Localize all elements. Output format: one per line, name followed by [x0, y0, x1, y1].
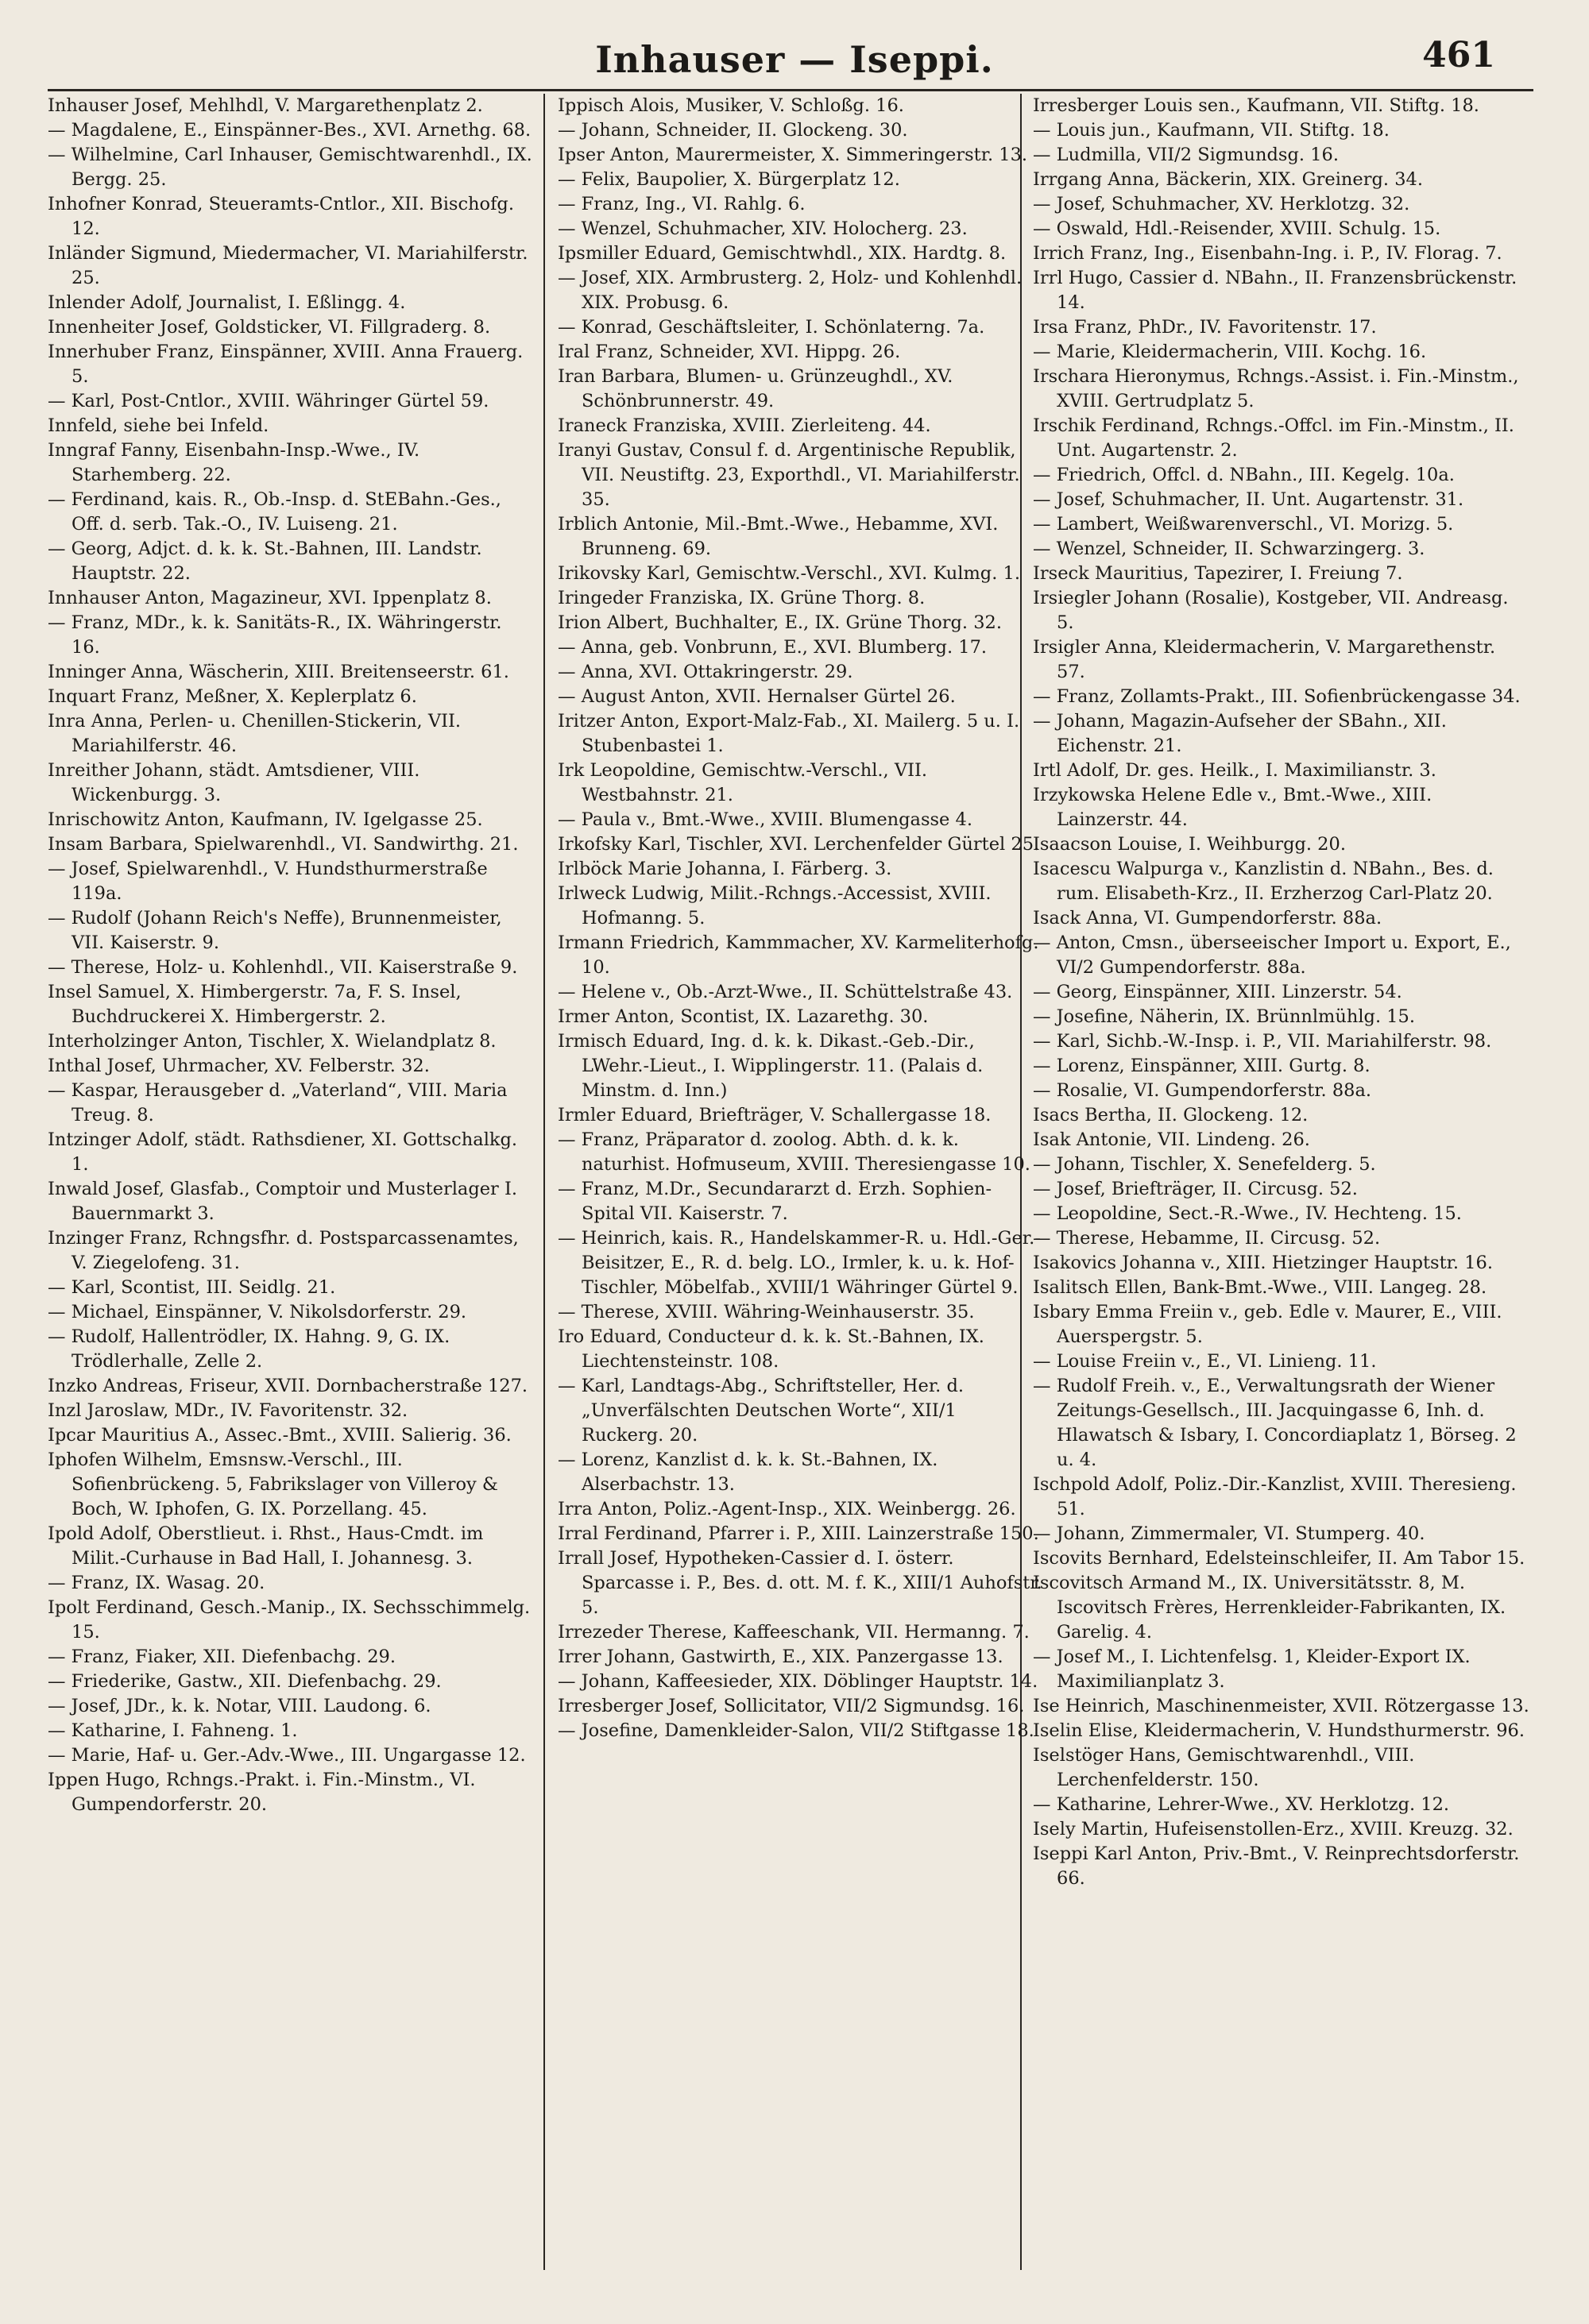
directory-entry: Iselstöger Hans, Gemischtwarenhdl., VIII. Lerchenfelderstr. 150.	[1033, 1745, 1415, 1790]
directory-entry: — Lorenz, Kanzlist d. k. k. St.-Bahnen, IX. Alserbachstr. 13.	[558, 1450, 938, 1495]
directory-entry: Isak Antonie, VII. Lindeng. 26.	[1033, 1129, 1310, 1150]
directory-entry: Inquart Franz, Meßner, X. Keplerplatz 6.	[48, 686, 417, 707]
directory-entry: Inwald Josef, Glasfab., Comptoir und Musterlager I. Bauernmarkt 3.	[48, 1179, 517, 1224]
directory-entry: Innhauser Anton, Magazineur, XVI. Ippenplatz 8.	[48, 588, 492, 608]
directory-entry: Insam Barbara, Spielwarenhdl., VI. Sandwirthg. 21.	[48, 834, 519, 855]
directory-entry: — Anna, XVI. Ottakringerstr. 29.	[558, 662, 853, 682]
directory-entry: Irseck Mauritius, Tapezirer, I. Freiung 7.	[1033, 563, 1403, 584]
directory-entry: Ipold Adolf, Oberstlieut. i. Rhst., Haus-Cmdt. im Milit.-Curhause in Bad Hall, I. Johannesg. 3.	[48, 1523, 484, 1569]
directory-entry: — Therese, Holz- u. Kohlenhdl., VII. Kaiserstraße 9.	[48, 957, 518, 978]
directory-entry: Irra Anton, Poliz.-Agent-Insp., XIX. Weinbergg. 26.	[558, 1499, 1016, 1519]
directory-entry: — Franz, MDr., k. k. Sanitäts-R., IX. Währingerstr. 16.	[48, 612, 502, 658]
directory-entry: — Karl, Landtags-Abg., Schriftsteller, Her. d. „Unverfälschten Deutschen Worte“, XII/1 Ruckerg. 20.	[558, 1376, 965, 1446]
directory-entry: Iranyi Gustav, Consul f. d. Argentinische Republik, VII. Neustiftg. 23, Exporthdl., VI. Mariahilferstr. 35.	[558, 440, 1020, 510]
directory-entry: — Franz, Zollamts-Prakt., III. Sofienbrückengasse 34.	[1033, 686, 1521, 707]
directory-entry: — Lambert, Weißwarenverschl., VI. Morizg. 5.	[1033, 514, 1454, 535]
directory-entry: Isaacson Louise, I. Weihburgg. 20.	[1033, 834, 1346, 855]
directory-entry: Irblich Antonie, Mil.-Bmt.-Wwe., Hebamme, XVI. Brunneng. 69.	[558, 514, 999, 559]
directory-entry: Iscovitsch Armand M., IX. Universitätsstr. 8, M. Iscovitsch Frères, Herrenkleider-Fabrikanten, IX. Garelig. 4.	[1033, 1573, 1506, 1643]
directory-entry: — Josef, JDr., k. k. Notar, VIII. Laudong. 6.	[48, 1696, 431, 1716]
directory-entry: — Franz, M.Dr., Secundararzt d. Erzh. Sophien-Spital VII. Kaiserstr. 7.	[558, 1179, 992, 1224]
directory-entry: — Konrad, Geschäftsleiter, I. Schönlaterng. 7a.	[558, 317, 985, 338]
directory-entry: Ipsmiller Eduard, Gemischtwhdl., XIX. Hardtg. 8.	[558, 243, 1007, 264]
directory-entry: — Josef, Spielwarenhdl., V. Hundsthurmerstraße 119a.	[48, 859, 488, 904]
directory-entry: — Ferdinand, kais. R., Ob.-Insp. d. StEBahn.-Ges., Off. d. serb. Tak.-O., IV. Luiseng. 21.	[48, 489, 501, 535]
directory-entry: Irmer Anton, Scontist, IX. Lazarethg. 30.	[558, 1006, 929, 1027]
directory-entry: Irrer Johann, Gastwirth, E., XIX. Panzergasse 13.	[558, 1646, 1003, 1667]
header-rule	[48, 89, 1533, 91]
directory-entry: Irmann Friedrich, Kammmacher, XV. Karmeliterhofg. 10.	[558, 932, 1039, 978]
directory-entry: Innfeld, siehe bei Infeld.	[48, 415, 269, 436]
directory-entry: — Anton, Cmsn., überseeischer Import u. Export, E., VI/2 Gumpendorferstr. 88a.	[1033, 932, 1511, 978]
directory-entry: — Rudolf (Johann Reich's Neffe), Brunnenmeister, VII. Kaiserstr. 9.	[48, 908, 502, 953]
directory-entry: — Johann, Zimmermaler, VI. Stumperg. 40.	[1033, 1523, 1425, 1544]
column-divider-1	[543, 94, 545, 2270]
directory-entry: — Wilhelmine, Carl Inhauser, Gemischtwarenhdl., IX. Bergg. 25.	[48, 145, 532, 190]
directory-entry: — Franz, Präparator d. zoolog. Abth. d. k. k. naturhist. Hofmuseum, XVIII. Theresiengasse 10.	[558, 1129, 1030, 1175]
directory-entry: — Leopoldine, Sect.-R.-Wwe., IV. Hechteng. 15.	[1033, 1203, 1462, 1224]
directory-entry: Isacs Bertha, II. Glockeng. 12.	[1033, 1105, 1309, 1125]
directory-entry: Ippisch Alois, Musiker, V. Schloßg. 16.	[558, 95, 904, 116]
directory-entry: Irlweck Ludwig, Milit.-Rchngs.-Accessist, XVIII. Hofmanng. 5.	[558, 883, 992, 928]
directory-entry: Iphofen Wilhelm, Emsnsw.-Verschl., III. Sofienbrückeng. 5, Fabrikslager von Villeroy & Boch, W. Iphofen, G. IX. Porzellang. 45.	[48, 1450, 498, 1519]
directory-entry: — Anna, geb. Vonbrunn, E., XVI. Blumberg. 17.	[558, 637, 988, 658]
directory-entry: — Josef, Schuhmacher, XV. Herklotzg. 32.	[1033, 194, 1410, 214]
directory-entry: — Josef, Briefträger, II. Circusg. 52.	[1033, 1179, 1358, 1199]
directory-entry: Interholzinger Anton, Tischler, X. Wielandplatz 8.	[48, 1031, 497, 1052]
directory-entry: — Oswald, Hdl.-Reisender, XVIII. Schulg. 15.	[1033, 218, 1441, 239]
directory-entry: Irmler Eduard, Briefträger, V. Schallergasse 18.	[558, 1105, 992, 1125]
directory-entry: Innenheiter Josef, Goldsticker, VI. Fillgraderg. 8.	[48, 317, 491, 338]
directory-entry: — Georg, Einspänner, XIII. Linzerstr. 54.	[1033, 982, 1402, 1002]
directory-entry: — Josefine, Näherin, IX. Brünnlmühlg. 15.	[1033, 1006, 1416, 1027]
directory-entry: Irschara Hieronymus, Rchngs.-Assist. i. Fin.-Minstm., XVIII. Gertrudplatz 5.	[1033, 366, 1519, 411]
directory-entry: — Karl, Post-Cntlor., XVIII. Währinger Gürtel 59.	[48, 391, 489, 411]
directory-entry: Ipolt Ferdinand, Gesch.-Manip., IX. Sechsschimmelg. 15.	[48, 1597, 531, 1643]
directory-entry: Isacescu Walpurga v., Kanzlistin d. NBahn., Bes. d. rum. Elisabeth-Krz., II. Erzherzog Carl-Platz 20.	[1033, 859, 1494, 904]
running-head: Inhauser — Iseppi.	[595, 38, 994, 81]
directory-entry: Inhauser Josef, Mehlhdl, V. Margarethenplatz 2.	[48, 95, 483, 116]
directory-entry: — Ludmilla, VII/2 Sigmundsg. 16.	[1033, 145, 1339, 165]
directory-entry: — Kaspar, Herausgeber d. „Vaterland“, VIII. Maria Treug. 8.	[48, 1080, 508, 1125]
directory-entry: — Friederike, Gastw., XII. Diefenbachg. 29.	[48, 1671, 442, 1692]
directory-entry: — Magdalene, E., Einspänner-Bes., XVI. Arnethg. 68.	[48, 120, 532, 141]
directory-entry: Inlender Adolf, Journalist, I. Eßlingg. 4.	[48, 292, 406, 313]
directory-entry: — Katharine, I. Fahneng. 1.	[48, 1720, 298, 1741]
directory-entry: Iro Eduard, Conducteur d. k. k. St.-Bahnen, IX. Liechtensteinstr. 108.	[558, 1326, 984, 1372]
page-number: 461	[1422, 35, 1495, 75]
directory-entry: — Franz, Ing., VI. Rahlg. 6.	[558, 194, 806, 214]
directory-entry: — Rudolf Freih. v., E., Verwaltungsrath der Wiener Zeitungs-Gesellsch., III. Jacquingasse 6, Inh. d. Hlawatsch & Isbary, I. Concordiaplatz 1, Börseg. 2 u. 4.	[1033, 1376, 1517, 1470]
directory-entry: Irion Albert, Buchhalter, E., IX. Grüne Thorg. 32.	[558, 612, 1003, 633]
directory-entry: — Therese, Hebamme, II. Circusg. 52.	[1033, 1228, 1381, 1249]
directory-entry: — Georg, Adjct. d. k. k. St.-Bahnen, III. Landstr. Hauptstr. 22.	[48, 539, 482, 584]
directory-entry: — Johann, Tischler, X. Senefelderg. 5.	[1033, 1154, 1376, 1175]
directory-entry: Iringeder Franziska, IX. Grüne Thorg. 8.	[558, 588, 926, 608]
directory-entry: — Helene v., Ob.-Arzt-Wwe., II. Schüttelstraße 43.	[558, 982, 1013, 1002]
directory-entry: — Karl, Sichb.-W.-Insp. i. P., VII. Mariahilferstr. 98.	[1033, 1031, 1492, 1052]
directory-entry: Iscovits Bernhard, Edelsteinschleifer, II. Am Tabor 15.	[1033, 1548, 1525, 1569]
directory-entry: Iraneck Franziska, XVIII. Zierleiteng. 44.	[558, 415, 931, 436]
directory-entry: — Rosalie, VI. Gumpendorferstr. 88a.	[1033, 1080, 1372, 1101]
directory-entry: Irzykowska Helene Edle v., Bmt.-Wwe., XIII. Lainzerstr. 44.	[1033, 785, 1432, 830]
directory-entry: Iritzer Anton, Export-Malz-Fab., XI. Mailerg. 5 u. I. Stubenbastei 1.	[558, 711, 1020, 756]
directory-entry: — Rudolf, Hallentrödler, IX. Hahng. 9, G. IX. Trödlerhalle, Zelle 2.	[48, 1326, 450, 1372]
directory-entry: — Michael, Einspänner, V. Nikolsdorferstr. 29.	[48, 1302, 467, 1322]
directory-entry: Inninger Anna, Wäscherin, XIII. Breitenseerstr. 61.	[48, 662, 509, 682]
directory-entry: Iran Barbara, Blumen- u. Grünzeughdl., XV. Schönbrunnerstr. 49.	[558, 366, 953, 411]
directory-entry: Inthal Josef, Uhrmacher, XV. Felberstr. 32.	[48, 1056, 430, 1076]
directory-entry: — Marie, Haf- u. Ger.-Adv.-Wwe., III. Ungargasse 12.	[48, 1745, 526, 1766]
directory-entry: Irsa Franz, PhDr., IV. Favoritenstr. 17.	[1033, 317, 1377, 338]
directory-entry: Inhofner Konrad, Steueramts-Cntlor., XII. Bischofg. 12.	[48, 194, 514, 239]
directory-entry: — Felix, Baupolier, X. Bürgerplatz 12.	[558, 169, 900, 190]
directory-entry: — Therese, XVIII. Währing-Weinhauserstr. 35.	[558, 1302, 975, 1322]
page-header	[0, 24, 1589, 95]
directory-entry: — Katharine, Lehrer-Wwe., XV. Herklotzg. 12.	[1033, 1794, 1450, 1815]
directory-entry: Iselin Elise, Kleidermacherin, V. Hundsthurmerstr. 96.	[1033, 1720, 1525, 1741]
directory-entry: Irlböck Marie Johanna, I. Färberg. 3.	[558, 859, 892, 879]
directory-entry: Irschik Ferdinand, Rchngs.-Offcl. im Fin.-Minstm., II. Unt. Augartenstr. 2.	[1033, 415, 1514, 461]
directory-entry: Irk Leopoldine, Gemischtw.-Verschl., VII. Westbahnstr. 21.	[558, 760, 928, 805]
directory-entry: Inzko Andreas, Friseur, XVII. Dornbacherstraße 127.	[48, 1376, 528, 1396]
directory-entry: Irrgang Anna, Bäckerin, XIX. Greinerg. 34.	[1033, 169, 1423, 190]
directory-entry: Irresberger Louis sen., Kaufmann, VII. Stiftg. 18.	[1033, 95, 1479, 116]
directory-entry: Irrl Hugo, Cassier d. NBahn., II. Franzensbrückenstr. 14.	[1033, 268, 1517, 313]
directory-entry: Irikovsky Karl, Gemischtw.-Verschl., XVI. Kulmg. 1.	[558, 563, 1020, 584]
directory-entry: — Louis jun., Kaufmann, VII. Stiftg. 18.	[1033, 120, 1390, 141]
directory-entry: Inngraf Fanny, Eisenbahn-Insp.-Wwe., IV. Starhemberg. 22.	[48, 440, 420, 485]
directory-entry: — August Anton, XVII. Hernalser Gürtel 26.	[558, 686, 956, 707]
directory-entry: — Paula v., Bmt.-Wwe., XVIII. Blumengasse 4.	[558, 809, 972, 830]
column-2	[558, 94, 1042, 1743]
directory-entry: — Friedrich, Offcl. d. NBahn., III. Kegelg. 10a.	[1033, 465, 1455, 485]
directory-entry: — Heinrich, kais. R., Handelskammer-R. u. Hdl.-Ger.-Beisitzer, E., R. d. belg. LO., Irmler, k. u. k. Hof-Tischler, Möbelfab., XVIII/1 Währinger Gürtel 9.	[558, 1228, 1041, 1298]
directory-entry: — Franz, Fiaker, XII. Diefenbachg. 29.	[48, 1646, 396, 1667]
directory-entry: Irrezeder Therese, Kaffeeschank, VII. Hermanng. 7.	[558, 1622, 1030, 1643]
directory-entry: Ippen Hugo, Rchngs.-Prakt. i. Fin.-Minstm., VI. Gumpendorferstr. 20.	[48, 1770, 476, 1815]
directory-entry: — Franz, IX. Wasag. 20.	[48, 1573, 265, 1593]
directory-entry: Intzinger Adolf, städt. Rathsdiener, XI. Gottschalkg. 1.	[48, 1129, 518, 1175]
directory-entry: — Louise Freiin v., E., VI. Linieng. 11.	[1033, 1351, 1377, 1372]
directory-entry: Inzinger Franz, Rchngsfhr. d. Postsparcassenamtes, V. Ziegelofeng. 31.	[48, 1228, 519, 1273]
directory-entry: — Lorenz, Einspänner, XIII. Gurtg. 8.	[1033, 1056, 1371, 1076]
directory-entry: — Johann, Kaffeesieder, XIX. Döblinger Hauptstr. 14.	[558, 1671, 1038, 1692]
directory-entry: Irsigler Anna, Kleidermacherin, V. Margarethenstr. 57.	[1033, 637, 1496, 682]
directory-entry: Irkofsky Karl, Tischler, XVI. Lerchenfelder Gürtel 25.	[558, 834, 1040, 855]
directory-entry: Irresberger Josef, Sollicitator, VII/2 Sigmundsg. 16.	[558, 1696, 1025, 1716]
directory-entry: Inreither Johann, städt. Amtsdiener, VIII. Wickenburgg. 3.	[48, 760, 420, 805]
directory-entry: Irrall Josef, Hypotheken-Cassier d. I. österr. Sparcasse i. P., Bes. d. ott. M. f. K., XIII/1 Auhofstr. 5.	[558, 1548, 1042, 1618]
directory-entry: Inländer Sigmund, Miedermacher, VI. Mariahilferstr. 25.	[48, 243, 528, 288]
directory-entry: — Marie, Kleidermacherin, VIII. Kochg. 16.	[1033, 342, 1427, 362]
directory-entry: Inra Anna, Perlen- u. Chenillen-Stickerin, VII. Mariahilferstr. 46.	[48, 711, 462, 756]
directory-entry: — Karl, Scontist, III. Seidlg. 21.	[48, 1277, 336, 1298]
directory-entry: Isely Martin, Hufeisenstollen-Erz., XVIII. Kreuzg. 32.	[1033, 1819, 1514, 1840]
directory-entry: Irrich Franz, Ing., Eisenbahn-Ing. i. P., IV. Florag. 7.	[1033, 243, 1502, 264]
directory-entry: Isakovics Johanna v., XIII. Hietzinger Hauptstr. 16.	[1033, 1253, 1494, 1273]
directory-entry: Isbary Emma Freiin v., geb. Edle v. Maurer, E., VIII. Auerspergstr. 5.	[1033, 1302, 1502, 1347]
directory-entry: Irsiegler Johann (Rosalie), Kostgeber, VII. Andreasg. 5.	[1033, 588, 1509, 633]
directory-entry: Irral Ferdinand, Pfarrer i. P., XIII. Lainzerstraße 150.	[558, 1523, 1039, 1544]
directory-entry: — Josefine, Damenkleider-Salon, VII/2 Stiftgasse 18.	[558, 1720, 1034, 1741]
directory-entry: Iseppi Karl Anton, Priv.-Bmt., V. Reinprechtsdorferstr. 66.	[1033, 1843, 1520, 1889]
directory-entry: — Johann, Magazin-Aufseher der SBahn., XII. Eichenstr. 21.	[1033, 711, 1447, 756]
directory-entry: Iral Franz, Schneider, XVI. Hippg. 26.	[558, 342, 901, 362]
directory-entry: — Wenzel, Schneider, II. Schwarzingerg. 3.	[1033, 539, 1425, 559]
directory-entry: Ischpold Adolf, Poliz.-Dir.-Kanzlist, XVIII. Theresieng. 51.	[1033, 1474, 1517, 1519]
column-3	[1033, 94, 1529, 1891]
directory-entry: Irmisch Eduard, Ing. d. k. k. Dikast.-Geb.-Dir., LWehr.-Lieut., I. Wipplingerstr. 11. (Palais d. Minstm. d. Inn.)	[558, 1031, 984, 1101]
directory-entry: Irtl Adolf, Dr. ges. Heilk., I. Maximilianstr. 3.	[1033, 760, 1436, 781]
directory-entry: — Johann, Schneider, II. Glockeng. 30.	[558, 120, 908, 141]
directory-entry: — Josef, XIX. Armbrusterg. 2, Holz- und Kohlenhdl. XIX. Probusg. 6.	[558, 268, 1023, 313]
column-1	[48, 94, 532, 1817]
directory-entry: Ipcar Mauritius A., Assec.-Bmt., XVIII. Salierig. 36.	[48, 1425, 512, 1446]
directory-entry: Innerhuber Franz, Einspänner, XVIII. Anna Frauerg. 5.	[48, 342, 524, 387]
directory-entry: — Josef, Schuhmacher, II. Unt. Augartenstr. 31.	[1033, 489, 1464, 510]
directory-entry: Insel Samuel, X. Himbergerstr. 7a, F. S. Insel, Buchdruckerei X. Himbergerstr. 2.	[48, 982, 462, 1027]
directory-entry: Inrischowitz Anton, Kaufmann, IV. Igelgasse 25.	[48, 809, 483, 830]
directory-entry: — Josef M., I. Lichtenfelsg. 1, Kleider-Export IX. Maximilianplatz 3.	[1033, 1646, 1471, 1692]
directory-entry: Isalitsch Ellen, Bank-Bmt.-Wwe., VIII. Langeg. 28.	[1033, 1277, 1487, 1298]
directory-entry: Ipser Anton, Maurermeister, X. Simmeringerstr. 13.	[558, 145, 1028, 165]
directory-entry: Isack Anna, VI. Gumpendorferstr. 88a.	[1033, 908, 1382, 928]
directory-entry: — Wenzel, Schuhmacher, XIV. Holocherg. 23.	[558, 218, 968, 239]
directory-entry: Inzl Jaroslaw, MDr., IV. Favoritenstr. 32.	[48, 1400, 408, 1421]
directory-entry: Ise Heinrich, Maschinenmeister, XVII. Rötzergasse 13.	[1033, 1696, 1529, 1716]
